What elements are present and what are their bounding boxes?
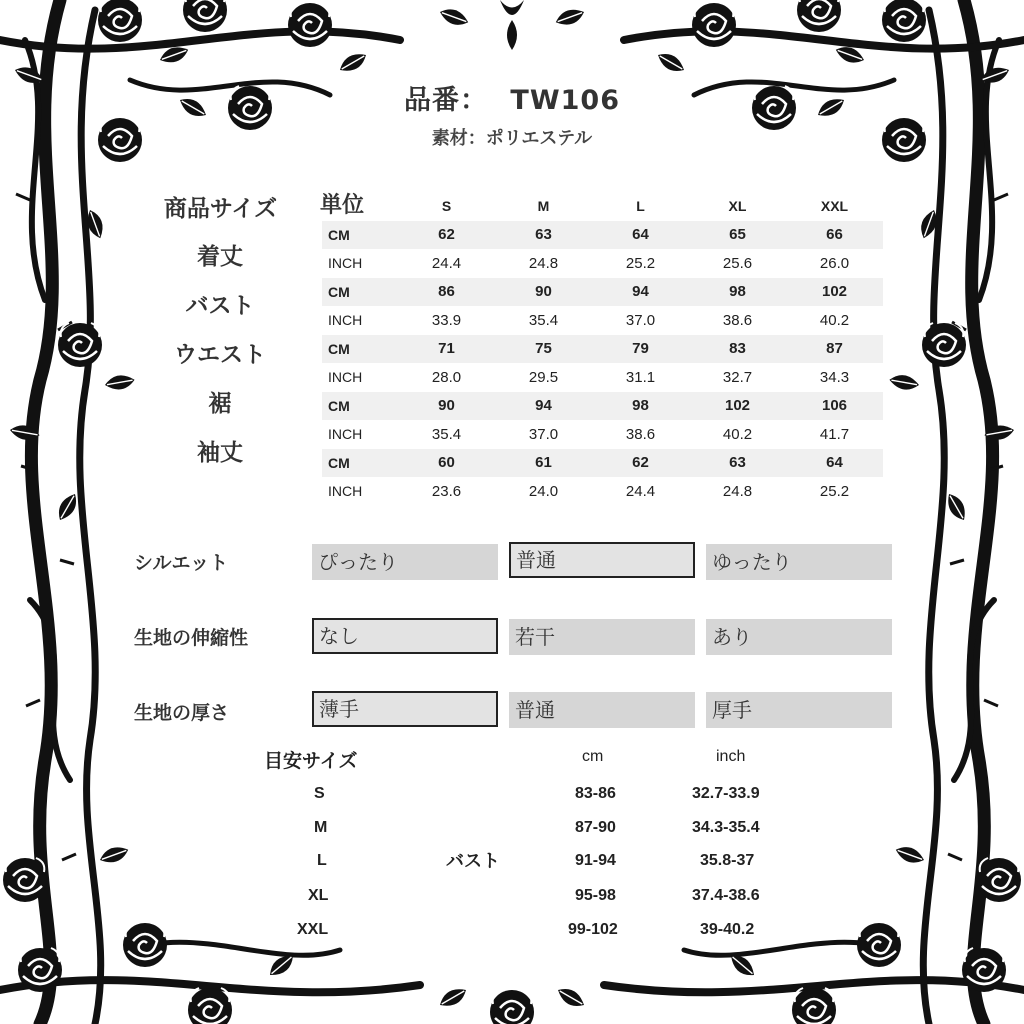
product-no: TW106 xyxy=(510,85,620,116)
table-cell: 63 xyxy=(689,449,786,478)
table-cell: 60 xyxy=(398,449,495,478)
table-row xyxy=(322,335,883,364)
size-header: M xyxy=(537,198,550,215)
silhouette-label: シルエット xyxy=(134,552,229,574)
table-cell: 63 xyxy=(495,221,592,250)
table-cell: 25.6 xyxy=(722,254,753,272)
silhouette-option-normal: 普通 xyxy=(509,542,695,578)
guide-cm: 83-86 xyxy=(575,785,616,802)
table-cell: 24.8 xyxy=(528,254,559,272)
guide-cm: 87-90 xyxy=(575,819,616,836)
table-cell: 40.2 xyxy=(819,311,850,329)
table-cell: 37.0 xyxy=(625,311,656,329)
product-no-label: 品番： xyxy=(404,85,489,116)
table-cell: 37.0 xyxy=(528,425,559,443)
table-row xyxy=(322,477,883,506)
table-cell: 35.4 xyxy=(431,425,462,443)
stretch-label: 生地の伸縮性 xyxy=(134,627,249,649)
table-row xyxy=(322,306,883,335)
table-cell: 32.7 xyxy=(722,368,753,386)
table-row xyxy=(322,392,883,421)
size-table xyxy=(322,192,883,506)
unit-cell: INCH xyxy=(328,483,363,500)
unit-cell: CM xyxy=(322,335,398,364)
table-cell: 94 xyxy=(592,278,689,307)
guide-inch: 34.3-35.4 xyxy=(692,819,760,836)
table-cell: 33.9 xyxy=(431,311,462,329)
table-cell: 24.4 xyxy=(625,482,656,500)
table-cell: 64 xyxy=(786,449,883,478)
table-cell: 90 xyxy=(495,278,592,307)
guide-size: M xyxy=(314,819,328,836)
thickness-label: 生地の厚さ xyxy=(134,702,230,724)
thickness-option-thick: 厚手 xyxy=(706,692,892,728)
guide-size: XL xyxy=(308,887,329,904)
measure-label-hem: 裾 xyxy=(208,391,232,417)
table-row xyxy=(322,249,883,278)
table-cell: 71 xyxy=(398,335,495,364)
silhouette-option-loose: ゆったり xyxy=(706,544,892,580)
product-title xyxy=(0,78,1024,117)
table-cell: 98 xyxy=(689,278,786,307)
table-cell: 24.4 xyxy=(431,254,462,272)
size-header: XL xyxy=(728,198,747,215)
table-cell: 38.6 xyxy=(625,425,656,443)
table-cell: 83 xyxy=(689,335,786,364)
table-cell: 23.6 xyxy=(431,482,462,500)
table-row xyxy=(322,363,883,392)
unit-cell: CM xyxy=(322,278,398,307)
table-cell: 62 xyxy=(592,449,689,478)
guide-inch: 37.4-38.6 xyxy=(692,887,760,904)
thickness-option-normal: 普通 xyxy=(509,692,695,728)
table-row xyxy=(322,449,883,478)
table-cell: 75 xyxy=(495,335,592,364)
table-cell: 102 xyxy=(786,278,883,307)
thickness-option-thin: 薄手 xyxy=(312,691,498,727)
table-cell: 29.5 xyxy=(528,368,559,386)
table-cell: 41.7 xyxy=(819,425,850,443)
unit-cell: CM xyxy=(322,449,398,478)
measure-label-waist: ウエスト xyxy=(174,342,266,368)
stretch-option-none: なし xyxy=(312,618,498,654)
guide-cm: 99-102 xyxy=(568,921,618,938)
table-cell: 28.0 xyxy=(431,368,462,386)
table-cell: 87 xyxy=(786,335,883,364)
guide-measure-label: バスト xyxy=(446,851,500,871)
silhouette-option-tight: ぴったり xyxy=(312,544,498,580)
table-cell: 98 xyxy=(592,392,689,421)
measure-label-length: 着丈 xyxy=(197,244,243,270)
stretch-option-yes: あり xyxy=(706,619,892,655)
unit-label: 単位 xyxy=(320,193,365,218)
stretch-option-slight: 若干 xyxy=(509,619,695,655)
guide-cm: 91-94 xyxy=(575,852,616,869)
unit-cell: INCH xyxy=(328,426,363,443)
size-header-row xyxy=(322,192,883,221)
table-cell: 31.1 xyxy=(625,368,656,386)
size-header: XXL xyxy=(820,198,849,215)
table-cell: 35.4 xyxy=(528,311,559,329)
unit-cell: CM xyxy=(322,221,398,250)
table-cell: 86 xyxy=(398,278,495,307)
guide-col-cm: cm xyxy=(582,748,604,765)
size-guide-title: 目安サイズ xyxy=(264,750,358,772)
table-row xyxy=(322,278,883,307)
table-cell: 38.6 xyxy=(722,311,753,329)
measure-label-sleeve: 袖丈 xyxy=(197,440,243,466)
table-cell: 24.0 xyxy=(528,482,559,500)
table-cell: 106 xyxy=(786,392,883,421)
guide-inch: 32.7-33.9 xyxy=(692,785,760,802)
table-row xyxy=(322,420,883,449)
table-cell: 34.3 xyxy=(819,368,850,386)
table-row xyxy=(322,221,883,250)
table-cell: 64 xyxy=(592,221,689,250)
measure-label-bust: バスト xyxy=(185,293,255,319)
table-cell: 102 xyxy=(689,392,786,421)
guide-col-inch: inch xyxy=(716,748,746,765)
size-header: S xyxy=(441,198,452,215)
table-cell: 24.8 xyxy=(722,482,753,500)
table-cell: 40.2 xyxy=(722,425,753,443)
guide-size: XXL xyxy=(297,921,329,938)
unit-cell: CM xyxy=(322,392,398,421)
unit-cell: INCH xyxy=(328,369,363,386)
size-corner-label: 商品サイズ xyxy=(163,196,278,222)
table-cell: 25.2 xyxy=(819,482,850,500)
table-cell: 62 xyxy=(398,221,495,250)
unit-cell: INCH xyxy=(328,255,363,272)
material-text: 素材：ポリエステル xyxy=(431,128,593,149)
guide-cm: 95-98 xyxy=(575,887,616,904)
table-cell: 90 xyxy=(398,392,495,421)
table-cell: 61 xyxy=(495,449,592,478)
unit-cell: INCH xyxy=(328,312,363,329)
table-cell: 94 xyxy=(495,392,592,421)
table-cell: 25.2 xyxy=(625,254,656,272)
table-cell: 26.0 xyxy=(819,254,850,272)
guide-inch: 35.8-37 xyxy=(700,852,755,869)
guide-size: L xyxy=(317,852,327,869)
guide-size: S xyxy=(314,785,325,802)
table-cell: 79 xyxy=(592,335,689,364)
table-cell: 66 xyxy=(786,221,883,250)
table-cell: 65 xyxy=(689,221,786,250)
size-header: L xyxy=(636,198,645,215)
guide-inch: 39-40.2 xyxy=(700,921,755,938)
